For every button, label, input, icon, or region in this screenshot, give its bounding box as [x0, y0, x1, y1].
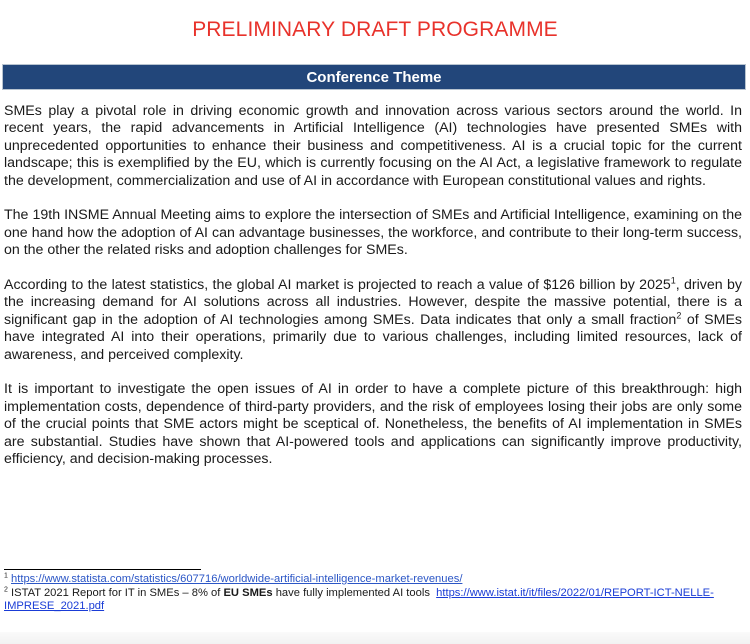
paragraph-annual-meeting: The 19th INSME Annual Meeting aims to explore the intersection of SMEs and Artificial Intelligence, examining on the one hand how the adoption of AI can advantage businesses, the workforce, and contribute to their long-term success, on the other the related risks and adoption challenges for SMEs. [4, 207, 742, 259]
statista-link[interactable]: https://www.statista.com/statistics/607716/worldwide-artificial-intelligence-market-revenues/ [11, 573, 463, 585]
footnote-text: have fully implemented AI tools [272, 586, 437, 599]
footnote-separator [4, 569, 201, 570]
footnote-text: ISTAT 2021 Report for IT in SMEs – 8% of [11, 586, 224, 599]
footnote-bold-text: EU SMEs [223, 586, 273, 599]
section-banner-title: Conference Theme [306, 68, 442, 86]
paragraph-ai-statistics [4, 277, 742, 364]
document-title: PRELIMINARY DRAFT PROGRAMME [192, 18, 558, 41]
paragraph-text: , driven by the increasing demand for AI solutions across all industries. However, despite the massive potential, there is a significant gap in the adoption of AI technologies among SMEs. Data indicates that only a small fraction [4, 277, 742, 328]
section-banner [2, 64, 746, 90]
footnote-1 [4, 573, 744, 587]
footnote-2 [4, 587, 744, 614]
footnote-ref-2[interactable]: 2 [676, 310, 682, 321]
paragraph-sme-role: SMEs play a pivotal role in driving economic growth and innovation across various sectors around the world. In recent years, the rapid advancements in Artificial Intelligence (AI) technologies have presented SMEs with unprecedented opportunities to enhance their business and competitiveness. AI is a crucial topic for the current landscape; this is exemplified by the EU, which is currently focusing on the AI Act, a legislative framework to regulate the development, commercialization and use of AI in accordance with European constitutional values and rights. [4, 103, 742, 189]
footnote-number: 2 [4, 585, 8, 593]
paragraph-text: of SMEs have integrated AI into their operations, primarily due to various challenges, including limited resources, lack of awareness, and perceived complexity. [4, 311, 743, 363]
paragraph-open-issues: It is important to investigate the open issues of AI in order to have a complete picture of this breakthrough: high implementation costs, dependence of third-party providers, and the risk of employees losing their jobs are only some of the crucial points that SME actors might be sceptical of. Nonetheless, the benefits of AI implementation in SMEs are substantial. Studies have shown that AI-powered tools and applications can significantly improve productivity, efficiency, and decision-making processes. [4, 381, 742, 468]
page-bottom-edge [0, 632, 750, 644]
footnotes [4, 573, 744, 614]
paragraph-text: According to the latest statistics, the global AI market is projected to reach a value of $126 billion by 2025 [4, 277, 671, 294]
istat-report-link[interactable]: https://www.istat.it/it/files/2022/01/REPORT-ICT-NELLE-IMPRESE_2021.pdf [4, 586, 714, 612]
body-text [4, 103, 742, 486]
footnote-ref-1[interactable]: 1 [670, 275, 676, 286]
footnote-number: 1 [4, 572, 8, 580]
